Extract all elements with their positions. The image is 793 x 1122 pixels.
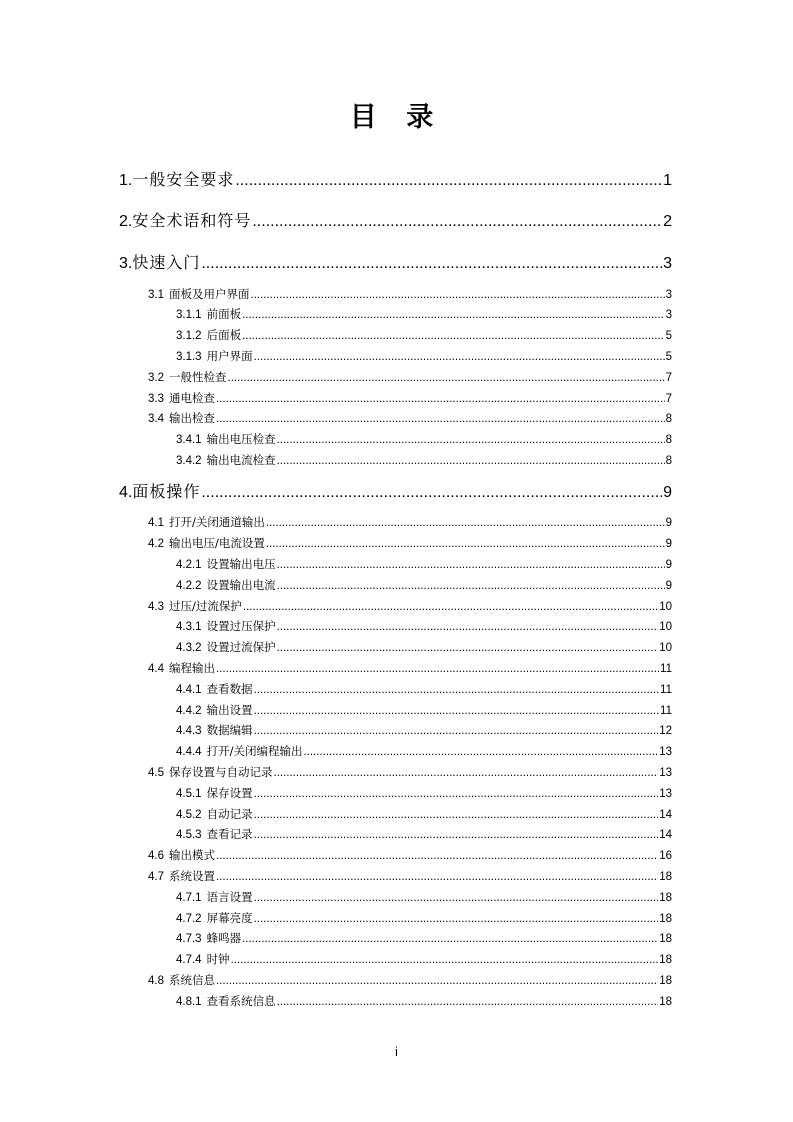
toc-leader xyxy=(242,327,665,345)
toc-entry-number: 4.6 xyxy=(148,850,164,862)
toc-leader xyxy=(231,951,659,969)
toc-leader xyxy=(216,868,658,886)
toc-entry-label: 输出电压检查 xyxy=(206,432,276,446)
toc-entry-number: 3.2 xyxy=(148,372,164,384)
toc-entry-label: 过压/过流保护 xyxy=(169,599,242,613)
toc-entry-page: 11 xyxy=(660,663,672,675)
toc-leader xyxy=(216,847,658,865)
toc-entry-label: 蜂鸣器 xyxy=(206,931,242,945)
toc-entry-page: 5 xyxy=(665,351,672,363)
toc-leader xyxy=(277,577,665,595)
toc-entry[interactable] xyxy=(176,701,672,719)
toc-entry-number: 2. xyxy=(119,213,133,230)
toc-leader xyxy=(216,972,658,990)
toc-entry-label: 设置输出电流 xyxy=(206,578,276,592)
toc-leader xyxy=(254,702,659,720)
toc-entry-page: 7 xyxy=(665,393,672,405)
toc-entry-number: 3.1.2 xyxy=(176,330,202,342)
toc-entry-page: 9 xyxy=(665,580,672,592)
toc-entry-number: 3.4.2 xyxy=(176,455,202,467)
toc-entry-number: 3.1.1 xyxy=(176,309,202,321)
toc-entry[interactable] xyxy=(119,209,672,233)
toc-entry-number: 4.5 xyxy=(148,767,164,779)
toc-entry-page: 3 xyxy=(663,255,672,272)
toc-leader xyxy=(254,348,665,366)
toc-entry-number: 4.4.4 xyxy=(176,746,202,758)
toc-entry-page: 11 xyxy=(660,705,672,717)
toc-entry-number: 4.1 xyxy=(148,517,164,529)
toc-entry-page: 18 xyxy=(659,892,672,904)
toc-entry[interactable] xyxy=(176,555,672,573)
toc-entry[interactable] xyxy=(148,659,672,677)
toc-entry-label: 安全术语和符号 xyxy=(132,211,252,230)
toc-entry-number: 4.4.3 xyxy=(176,725,202,737)
toc-entry-number: 4.8 xyxy=(148,975,164,987)
toc-entry-number: 3.4.1 xyxy=(176,434,202,446)
toc-entry-page: 12 xyxy=(659,725,672,737)
toc-leader xyxy=(216,660,659,678)
toc-entry[interactable] xyxy=(176,909,672,927)
toc-entry-page: 14 xyxy=(659,809,672,821)
toc-entry[interactable] xyxy=(119,168,672,192)
toc-entry-number: 4.7.4 xyxy=(176,954,202,966)
toc-entry-label: 查看数据 xyxy=(206,682,253,696)
toc-leader xyxy=(266,514,665,532)
toc-leader xyxy=(277,452,665,470)
toc-entry-label: 前面板 xyxy=(206,307,242,321)
toc-entry-label: 输出检查 xyxy=(169,411,215,425)
toc-entry-number: 4.2 xyxy=(148,538,164,550)
toc-entry-number: 4.7.3 xyxy=(176,933,202,945)
toc-entry[interactable] xyxy=(176,305,672,323)
toc-leader xyxy=(201,252,662,276)
toc-entry-number: 3.1.3 xyxy=(176,351,202,363)
toc-leader xyxy=(254,910,659,928)
toc-entry-page: 8 xyxy=(665,455,672,467)
toc-entry[interactable] xyxy=(176,576,672,594)
toc-entry-page: 18 xyxy=(659,975,672,987)
toc-entry-page: 13 xyxy=(659,788,672,800)
toc-entry-label: 设置过压保护 xyxy=(206,619,276,633)
toc-leader xyxy=(243,598,658,616)
toc-entry-page: 13 xyxy=(659,746,672,758)
toc-entry-page: 18 xyxy=(659,954,672,966)
toc-leader xyxy=(235,169,662,193)
toc-entry-page: 13 xyxy=(659,767,672,779)
toc-entry[interactable] xyxy=(148,763,672,781)
toc-entry-number: 4.3.1 xyxy=(176,621,202,633)
toc-entry-label: 打开/关闭编程输出 xyxy=(206,744,303,758)
toc-entry-number: 4.3 xyxy=(148,601,164,613)
toc-entry-number: 4.5.3 xyxy=(176,829,202,841)
toc-entry-label: 一般性检查 xyxy=(169,370,227,384)
toc-entry-label: 输出电流检查 xyxy=(206,453,276,467)
toc-entry-label: 保存设置 xyxy=(206,786,253,800)
toc-leader xyxy=(277,556,665,574)
toc-entry-label: 设置过流保护 xyxy=(206,640,276,654)
toc-entry-label: 保存设置与自动记录 xyxy=(169,765,273,779)
toc-entry-page: 9 xyxy=(665,517,672,529)
toc-entry-label: 面板操作 xyxy=(132,482,201,501)
toc-leader xyxy=(242,306,665,324)
toc-entry[interactable] xyxy=(176,888,672,906)
toc-leader xyxy=(251,286,665,304)
toc-leader xyxy=(242,930,658,948)
toc-entry[interactable] xyxy=(176,451,672,469)
toc-entry[interactable] xyxy=(176,992,672,1010)
toc-entry-number: 4.2.1 xyxy=(176,559,202,571)
toc-entry-number: 4.5.2 xyxy=(176,809,202,821)
toc-entry-number: 3.4 xyxy=(148,413,164,425)
toc-entry-label: 系统设置 xyxy=(169,869,215,883)
toc-entry-page: 9 xyxy=(665,538,672,550)
toc-entry[interactable] xyxy=(176,430,672,448)
toc-leader xyxy=(303,743,658,761)
toc-entry-page: 8 xyxy=(665,413,672,425)
toc-entry-page: 9 xyxy=(663,484,672,501)
toc-leader xyxy=(254,785,659,803)
toc-entry-page: 18 xyxy=(659,933,672,945)
toc-entry-label: 自动记录 xyxy=(206,807,253,821)
toc-entry-page: 3 xyxy=(665,289,672,301)
toc-entry[interactable] xyxy=(176,680,672,698)
toc-entry[interactable] xyxy=(119,251,672,275)
toc-entry-label: 快速入门 xyxy=(132,253,201,272)
toc-entry-label: 编程输出 xyxy=(169,661,215,675)
toc-entry-number: 3.3 xyxy=(148,393,164,405)
toc-entry-label: 通电检查 xyxy=(169,391,215,405)
toc-entry-number: 3.1 xyxy=(148,289,164,301)
toc-entry-page: 5 xyxy=(665,330,672,342)
toc-entry-number: 4.7 xyxy=(148,871,164,883)
toc-leader xyxy=(201,481,662,505)
toc-entry-page: 18 xyxy=(659,913,672,925)
toc-entry-number: 4.7.1 xyxy=(176,892,202,904)
toc-entry-label: 查看记录 xyxy=(206,827,253,841)
toc-entry-label: 语言设置 xyxy=(206,890,253,904)
toc-entry-page: 16 xyxy=(659,850,672,862)
toc-entry-number: 4.3.2 xyxy=(176,642,202,654)
toc-entry-number: 4.8.1 xyxy=(176,996,202,1008)
toc-entry[interactable] xyxy=(176,805,672,823)
toc-entry-label: 一般安全要求 xyxy=(132,170,235,189)
toc-entry[interactable] xyxy=(148,513,672,531)
toc-entry-number: 4.5.1 xyxy=(176,788,202,800)
toc-entry-page: 18 xyxy=(659,996,672,1008)
toc-entry-label: 数据编辑 xyxy=(206,723,253,737)
toc-entry-label: 查看系统信息 xyxy=(206,994,276,1008)
toc-entry[interactable] xyxy=(176,638,672,656)
toc-entry-number: 4.4 xyxy=(148,663,164,675)
page-title: 目 录 xyxy=(349,102,444,133)
toc-entry-label: 设置输出电压 xyxy=(206,557,276,571)
toc-entry[interactable] xyxy=(176,721,672,739)
toc-entry[interactable] xyxy=(148,867,672,885)
toc-leader xyxy=(252,210,662,234)
toc-entry-page: 14 xyxy=(659,829,672,841)
toc-entry-page: 11 xyxy=(660,684,672,696)
toc-entry-label: 后面板 xyxy=(206,328,242,342)
page-number-footer: i xyxy=(395,1044,398,1059)
toc-entry[interactable] xyxy=(148,389,672,407)
toc-leader xyxy=(277,639,659,657)
toc-entry-label: 输出模式 xyxy=(169,848,215,862)
toc-leader xyxy=(277,993,659,1011)
toc-entry-label: 时钟 xyxy=(206,952,230,966)
toc-entry-page: 7 xyxy=(665,372,672,384)
toc-entry[interactable] xyxy=(176,929,672,947)
toc-entry-label: 打开/关闭通道输出 xyxy=(169,515,265,529)
toc-entry-page: 1 xyxy=(663,172,672,189)
toc-leader xyxy=(254,889,659,907)
toc-entry-page: 10 xyxy=(659,601,672,613)
toc-entry-page: 2 xyxy=(663,213,672,230)
toc-entry[interactable] xyxy=(176,347,672,365)
toc-entry-number: 4.4.2 xyxy=(176,705,202,717)
toc-entry[interactable] xyxy=(176,617,672,635)
toc-leader xyxy=(254,722,659,740)
toc-entry[interactable] xyxy=(176,326,672,344)
toc-leader xyxy=(266,535,665,553)
toc-entry[interactable] xyxy=(148,971,672,989)
toc-entry-page: 10 xyxy=(659,642,672,654)
toc-entry[interactable] xyxy=(148,285,672,303)
toc-entry[interactable] xyxy=(119,480,672,504)
toc-entry-label: 系统信息 xyxy=(169,973,215,987)
toc-leader xyxy=(216,390,665,408)
toc-entry[interactable] xyxy=(176,742,672,760)
toc-leader xyxy=(216,410,665,428)
toc-entry-page: 8 xyxy=(665,434,672,446)
toc-leader xyxy=(254,806,659,824)
toc-entry[interactable] xyxy=(148,597,672,615)
toc-entry-number: 1. xyxy=(119,172,133,189)
toc-entry-label: 输出电压/电流设置 xyxy=(169,536,265,550)
toc-entry[interactable] xyxy=(148,368,672,386)
toc-entry-page: 3 xyxy=(665,309,672,321)
toc-leader xyxy=(277,431,665,449)
toc-entry[interactable] xyxy=(148,846,672,864)
toc-leader xyxy=(274,764,659,782)
toc-entry-label: 屏幕亮度 xyxy=(206,911,253,925)
toc-entry[interactable] xyxy=(176,784,672,802)
toc-entry-label: 输出设置 xyxy=(206,703,253,717)
toc-entry-number: 4.4.1 xyxy=(176,684,202,696)
toc-leader xyxy=(277,618,659,636)
toc-entry[interactable] xyxy=(148,409,672,427)
toc-leader xyxy=(254,681,659,699)
toc-entry-number: 4.2.2 xyxy=(176,580,202,592)
toc-entry-page: 10 xyxy=(659,621,672,633)
toc-entry[interactable] xyxy=(176,825,672,843)
toc-entry-number: 4.7.2 xyxy=(176,913,202,925)
toc-entry-label: 用户界面 xyxy=(206,349,253,363)
toc-entry-page: 18 xyxy=(659,871,672,883)
toc-entry-number: 3. xyxy=(119,255,133,272)
toc-leader xyxy=(254,826,659,844)
toc-entry[interactable] xyxy=(148,534,672,552)
toc-entry-number: 4. xyxy=(119,484,133,501)
toc-entry-page: 9 xyxy=(665,559,672,571)
toc-entry[interactable] xyxy=(176,950,672,968)
toc-leader xyxy=(228,369,665,387)
toc-entry-label: 面板及用户界面 xyxy=(169,287,250,301)
